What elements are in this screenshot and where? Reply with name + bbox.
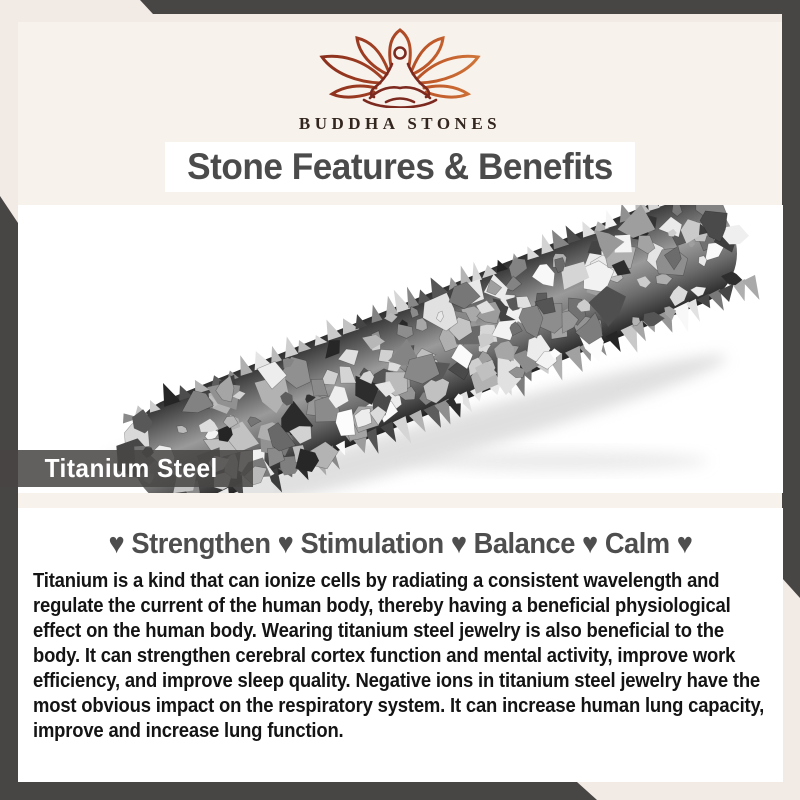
title-banner bbox=[165, 142, 635, 192]
brand-name: BUDDHA STONES bbox=[298, 114, 502, 133]
benefits-paragraph: Titanium is a kind that can ionize cells by radiating a consistent wavelength and regulate the current of the human body, thereby having a beneficial physiological effect on the human body. Wearing titanium steel jewelry is also beneficial to the body. It can strengthen cerebral cortex function and mental activity, improve work efficiency, and improve sleep quality. Negative ions in titanium steel jewelry have the most obvious impact on the respiratory system. It can increase human lung capacity, improve and increase lung function. bbox=[33, 569, 765, 742]
page-title: Stone Features & Benefits bbox=[187, 146, 613, 187]
frame-top-bar bbox=[0, 0, 800, 14]
product-label: Titanium Steel bbox=[44, 453, 218, 483]
lotus-meditation-icon bbox=[300, 26, 500, 108]
benefits-panel bbox=[18, 508, 783, 782]
benefits-heading: ♥ Strengthen ♥ Stimulation ♥ Balance ♥ Calm ♥ bbox=[108, 528, 693, 560]
frame-left-bar bbox=[0, 196, 18, 800]
product-label-badge bbox=[0, 450, 253, 487]
brand-logo bbox=[0, 26, 800, 134]
frame-bottom-bar bbox=[0, 782, 597, 800]
